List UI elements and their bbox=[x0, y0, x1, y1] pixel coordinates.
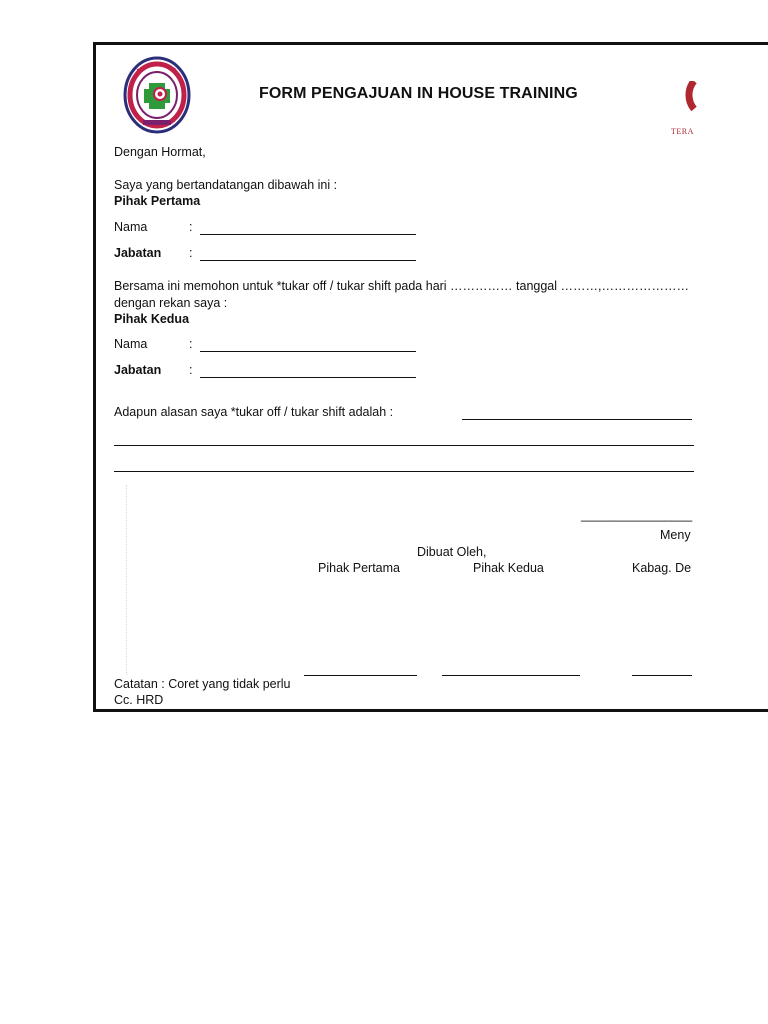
first-party-name-label: Nama bbox=[114, 220, 148, 234]
request-text-continued: dengan rekan saya : bbox=[114, 296, 228, 310]
first-party-signature-label: Pihak Pertama bbox=[318, 561, 400, 575]
second-party-dept-label: Jabatan bbox=[114, 363, 162, 377]
second-party-name-label: Nama bbox=[114, 337, 148, 351]
first-party-dept-colon: : bbox=[189, 246, 193, 260]
reason-field-line-1[interactable] bbox=[462, 419, 692, 420]
second-party-dept-colon: : bbox=[189, 363, 193, 377]
first-party-dept-field[interactable] bbox=[200, 260, 416, 261]
first-party-name-field[interactable] bbox=[200, 234, 416, 235]
first-party-signature-line[interactable] bbox=[304, 675, 417, 676]
department-head-signature-line[interactable] bbox=[632, 675, 692, 676]
second-party-heading: Pihak Kedua bbox=[114, 312, 190, 326]
cc-text: Cc. HRD bbox=[114, 693, 164, 707]
second-party-name-colon: : bbox=[189, 337, 193, 351]
reason-field-line-3[interactable] bbox=[114, 471, 694, 472]
first-party-heading: Pihak Pertama bbox=[114, 194, 201, 208]
intro-text: Saya yang bertandatangan dibawah ini : bbox=[114, 178, 338, 192]
second-party-dept-field[interactable] bbox=[200, 377, 416, 378]
first-party-dept-label: Jabatan bbox=[114, 246, 162, 260]
note-text: Catatan : Coret yang tidak perlu bbox=[114, 677, 291, 691]
column-guide bbox=[126, 485, 127, 675]
second-party-name-field[interactable] bbox=[200, 351, 416, 352]
approved-label: Meny bbox=[660, 528, 691, 542]
reason-label: Adapun alasan saya *tukar off / tukar shift adalah : bbox=[114, 405, 394, 419]
reason-field-line-2[interactable] bbox=[114, 445, 694, 446]
first-party-name-colon: : bbox=[189, 220, 193, 234]
department-head-label: Kabag. De bbox=[632, 561, 692, 575]
greeting: Dengan Hormat, bbox=[114, 145, 206, 159]
partner-logo-tagline: TERA bbox=[671, 127, 694, 136]
request-text: Bersama ini memohon untuk *tukar off / tukar shift pada hari …………… tanggal ………,………………… bbox=[114, 279, 689, 293]
date-line: ________________ bbox=[581, 508, 693, 522]
second-party-signature-line[interactable] bbox=[442, 675, 580, 676]
form-document bbox=[93, 42, 768, 712]
made-by-label: Dibuat Oleh, bbox=[417, 545, 487, 559]
hospital-logo bbox=[123, 56, 191, 134]
form-title: FORM PENGAJUAN IN HOUSE TRAINING bbox=[259, 85, 578, 102]
second-party-signature-label: Pihak Kedua bbox=[473, 561, 544, 575]
